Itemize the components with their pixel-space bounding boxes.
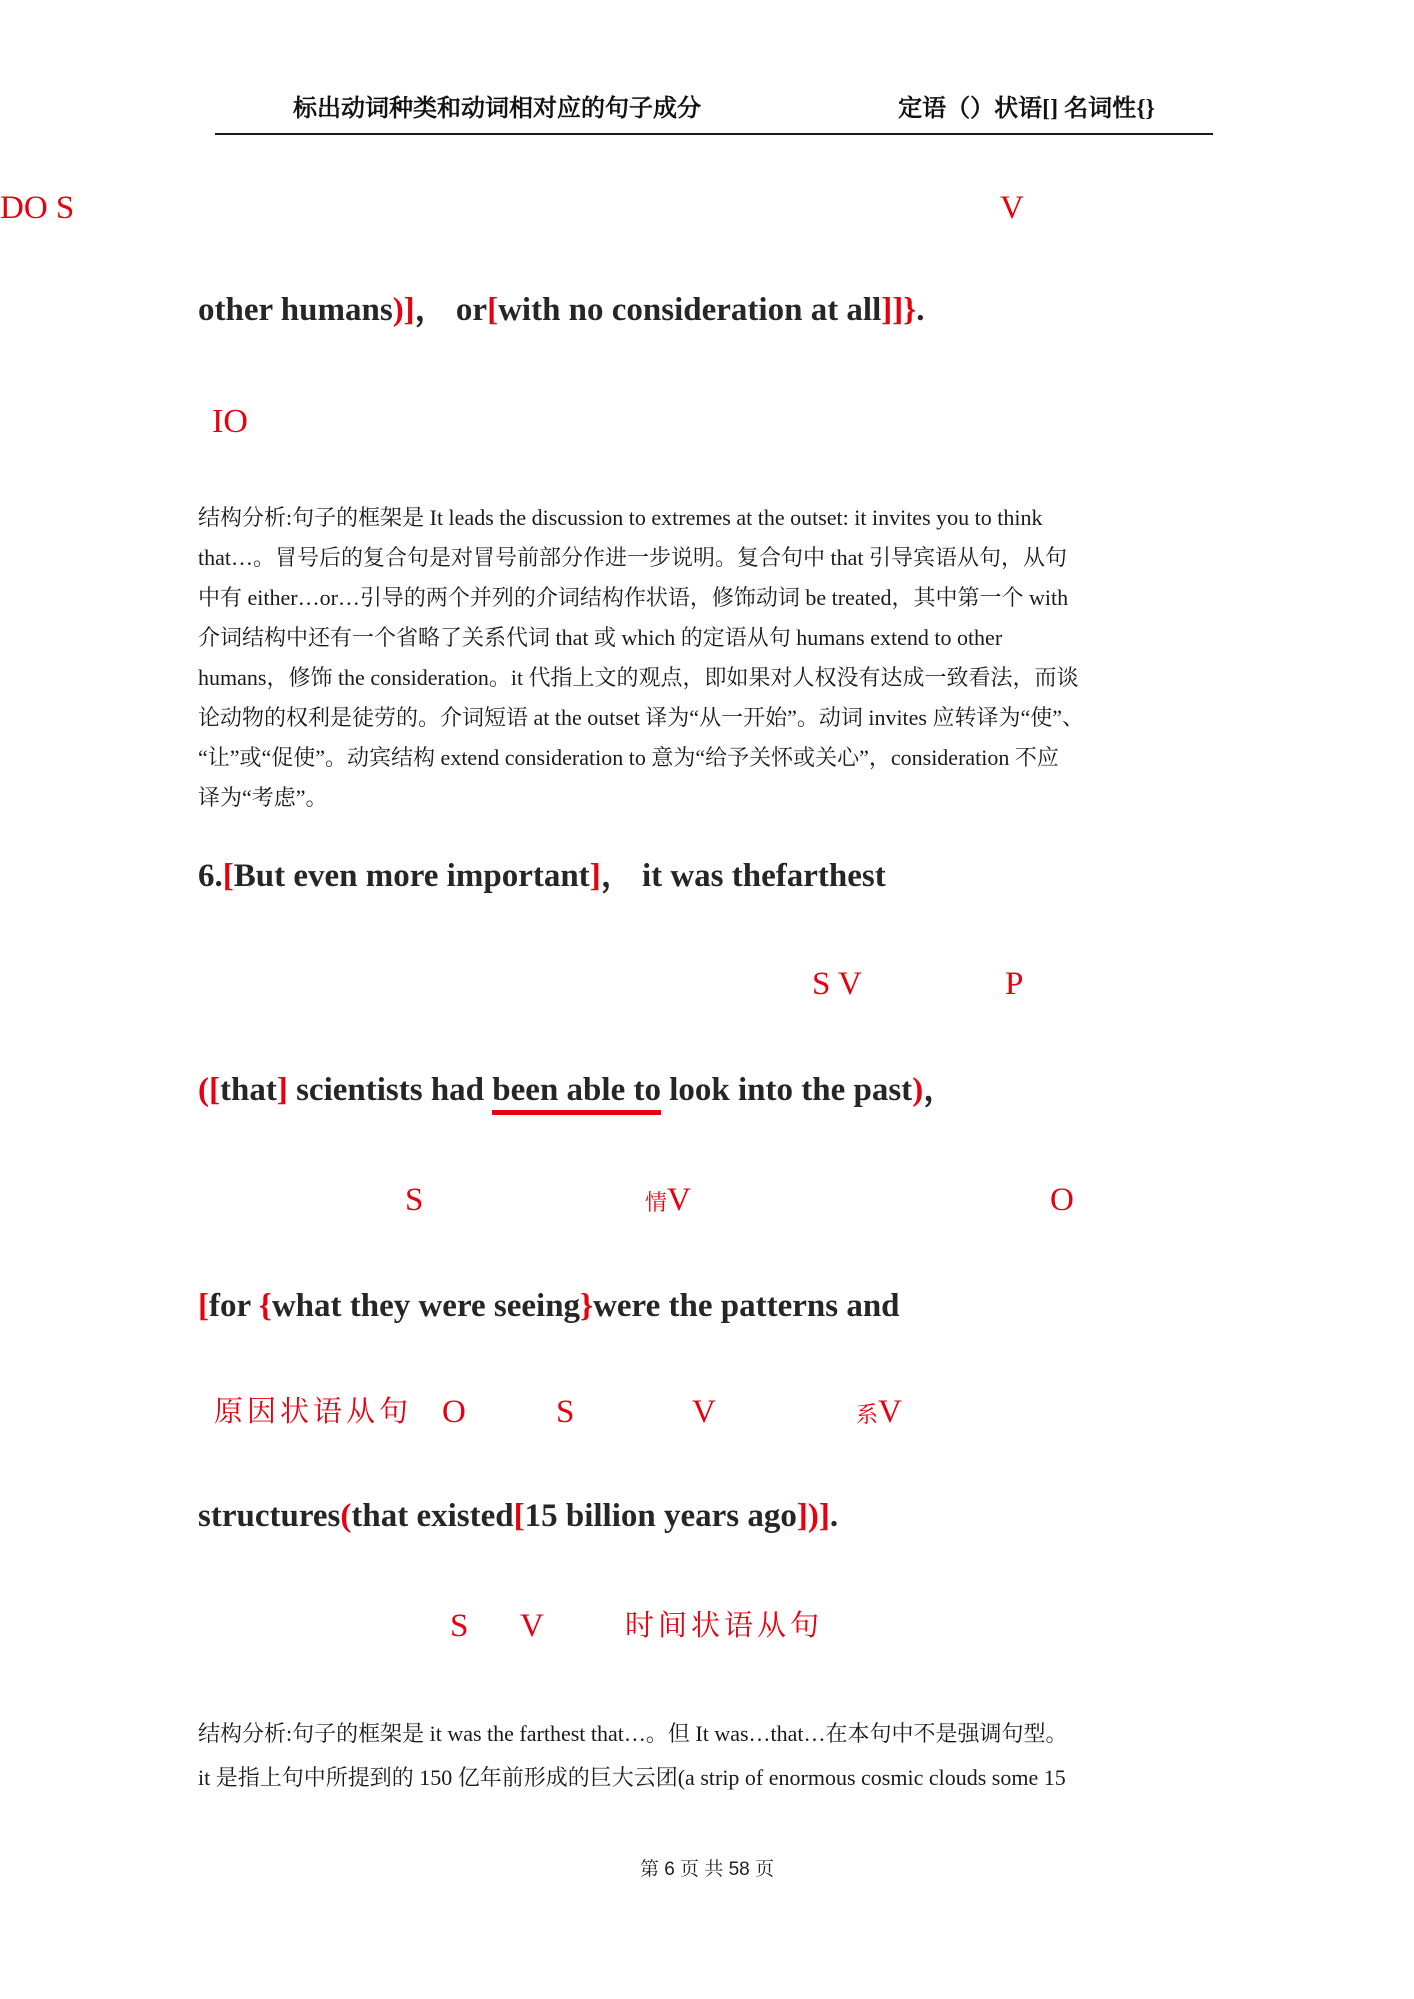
grammar-marker-row (0, 1604, 1414, 1650)
red-bracket: } (580, 1288, 594, 1324)
red-bracket: [ (198, 1288, 209, 1324)
header-legend: 定语（）状语[] 名词性{} (898, 96, 1155, 122)
text-run: ， it was thefarthest (600, 858, 886, 894)
text-run: were the patterns and (593, 1288, 900, 1324)
text-run: . (916, 292, 925, 328)
red-bracket: { (258, 1288, 272, 1324)
analysis-line: 中有 either…or…引导的两个并列的介词结构作状语，修饰动词 be treated，其中第一个 with (198, 585, 1069, 610)
text-run: that (220, 1072, 277, 1108)
red-bracket: ]]} (881, 292, 917, 328)
marker-s: S (450, 1608, 469, 1644)
page-header (215, 94, 1213, 135)
grammar-marker-row (0, 1390, 1414, 1436)
marker-s-v: S V (812, 966, 862, 1002)
text-run: But even more important (233, 858, 590, 894)
marker-linking-v (856, 1390, 902, 1437)
red-bracket: [ (222, 858, 234, 894)
page-number: 第 6 页 共 58 页 (639, 1859, 775, 1880)
grammar-marker-row (0, 962, 1414, 1008)
marker-reason-adverbial-clause: 原因状语从句 (214, 1396, 413, 1428)
analysis-line: that…。冒号后的复合句是对冒号前部分作进一步说明。复合句中 that 引导宾语从句，从句 (198, 545, 1067, 570)
text-run: ， (923, 1072, 957, 1108)
text-run: scientists had (287, 1072, 493, 1108)
page-footer (0, 1854, 1414, 1881)
marker-linking-letter: V (878, 1394, 902, 1430)
sentence-line (198, 288, 925, 332)
sentence-line (198, 1068, 956, 1112)
analysis-line: it 是指上句中所提到的 150 亿年前形成的巨大云团(a strip of enormous cosmic clouds some 15 (198, 1765, 1066, 1790)
analysis-paragraph (198, 498, 1218, 818)
red-bracket: ) (912, 1072, 924, 1108)
text-run: ， or (414, 292, 488, 328)
red-bracket: [ (513, 1498, 525, 1534)
marker-do-s: DO S (0, 190, 75, 226)
marker-p: P (1005, 966, 1024, 1002)
analysis-paragraph (198, 1712, 1218, 1800)
analysis-line: 结构分析:句子的框架是 It leads the discussion to extremes at the outset: it invites you to think (198, 505, 1043, 530)
red-bracket: ( (198, 1072, 209, 1108)
text-run: look into the past (660, 1072, 913, 1108)
marker-s: S (556, 1394, 575, 1430)
marker-modal-letter: V (667, 1182, 691, 1218)
marker-modal-prefix: 情 (645, 1190, 668, 1215)
text-run: 6. (198, 858, 223, 894)
analysis-line: 译为“考虑”。 (198, 785, 328, 810)
marker-time-adverbial-clause: 时间状语从句 (625, 1610, 824, 1642)
red-bracket: ] (276, 1072, 288, 1108)
analysis-line: humans，修饰 the consideration。it 代指上文的观点，即如果对人权没有达成一致看法，而谈 (198, 665, 1079, 690)
grammar-marker-row (0, 1178, 1414, 1224)
underlined-phrase: been able to (492, 1072, 661, 1115)
marker-o: O (442, 1394, 466, 1430)
red-bracket: [ (209, 1072, 220, 1108)
sentence-line (198, 1494, 838, 1538)
text-run: other humans (198, 292, 393, 328)
marker-o: O (1050, 1182, 1074, 1218)
text-run: that existed (351, 1498, 514, 1534)
grammar-marker-row (0, 186, 1414, 232)
red-bracket: ])] (796, 1498, 830, 1534)
text-run: for (209, 1288, 259, 1324)
analysis-line: 结构分析:句子的框架是 it was the farthest that…。但 It was…that…在本句中不是强调句型。 (198, 1721, 1068, 1746)
marker-s: S (405, 1182, 424, 1218)
analysis-line: “让”或“促使”。动宾结构 extend consideration to 意为“给予关怀或关心”，consideration 不应 (198, 745, 1059, 770)
text-run: . (829, 1498, 839, 1534)
text-run: what they were seeing (271, 1288, 581, 1324)
header-instruction: 标出动词种类和动词相对应的句子成分 (293, 96, 701, 122)
marker-io: IO (212, 403, 248, 440)
analysis-line: 论动物的权利是徒劳的。介词短语 at the outset 译为“从一开始”。动词 invites 应转译为“使”、 (198, 705, 1085, 730)
marker-v: V (520, 1608, 544, 1644)
marker-v: V (1000, 190, 1024, 226)
marker-linking-prefix: 系 (856, 1402, 879, 1427)
marker-v: V (692, 1394, 716, 1430)
text-run: 15 billion years ago (524, 1498, 797, 1534)
text-run: with no consideration at all (498, 292, 882, 328)
marker-modal-v (645, 1178, 691, 1225)
red-bracket: ( (340, 1498, 352, 1534)
red-bracket: [ (487, 292, 499, 328)
red-bracket: )] (392, 292, 415, 328)
sentence-line (198, 1284, 900, 1328)
red-bracket: ] (589, 858, 601, 894)
sentence-line-numbered (198, 854, 886, 898)
text-run: structures (198, 1498, 341, 1534)
analysis-line: 介词结构中还有一个省略了关系代词 that 或 which 的定语从句 humans extend to other (198, 625, 1003, 650)
